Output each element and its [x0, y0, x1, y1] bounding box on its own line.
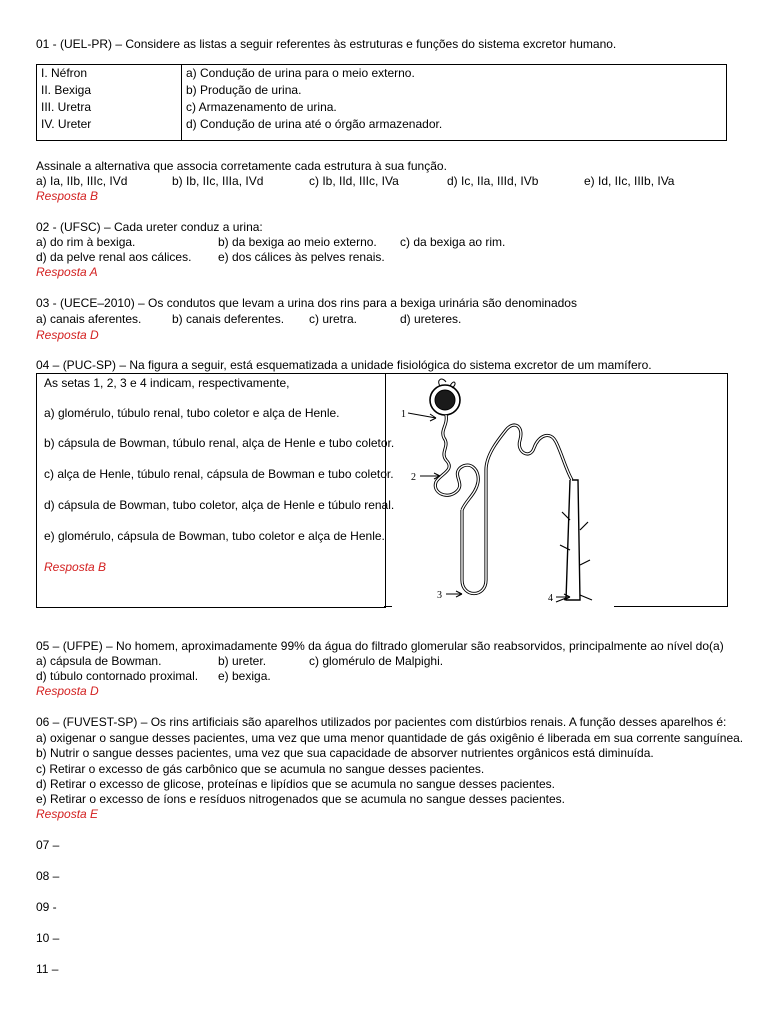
figure-frame-bottom	[384, 606, 392, 607]
q05-header: 05 – (UFPE) – No homem, aproximadamente 99% da água do filtrado glomerular são reabsorvidos, principalmente ao nível do(a)	[36, 639, 724, 653]
q01-option: d) Ic, IIa, IIId, IVb	[447, 174, 539, 188]
function-cell: a) Condução de urina para o meio externo.	[186, 66, 415, 80]
table-row	[37, 99, 727, 116]
table-row	[37, 65, 727, 83]
q04-option: e) glomérulo, cápsula de Bowman, tubo coletor e alça de Henle.	[44, 529, 385, 543]
glomerulus	[435, 390, 455, 410]
table-row	[37, 82, 727, 99]
q04-header: 04 – (PUC-SP) – Na figura a seguir, está esquematizada a unidade fisiológica do sistema excretor de um mamífero.	[36, 358, 652, 372]
q05-option: b) ureter.	[218, 654, 267, 668]
q02-option: b) da bexiga ao meio externo.	[218, 235, 377, 249]
q05-option: d) túbulo contornado proximal.	[36, 669, 199, 683]
q06-option: b) Nutrir o sangue desses pacientes, uma vez que sua capacidade de absorver nutrientes orgânicos está diminuída.	[36, 746, 654, 760]
q04-intro: As setas 1, 2, 3 e 4 indicam, respectivamente,	[44, 376, 290, 390]
structure-cell: II. Bexiga	[37, 82, 182, 99]
function-cell: d) Condução de urina até o órgão armazenador.	[186, 117, 443, 131]
q03-answer: Resposta D	[36, 328, 99, 342]
blank-question-number: 11 –	[36, 962, 59, 976]
arrow-label-2: 2	[411, 472, 416, 483]
function-cell: b) Produção de urina.	[186, 83, 302, 97]
q04-option: d) cápsula de Bowman, tubo coletor, alça de Henle e túbulo renal.	[44, 498, 395, 512]
q04-answer: Resposta B	[44, 560, 107, 574]
q02-option: e) dos cálices às pelves renais.	[218, 250, 385, 264]
q04-options-box	[36, 373, 395, 608]
q05-option: e) bexiga.	[218, 669, 271, 683]
q06-option: a) oxigenar o sangue desses pacientes, uma vez que uma menor quantidade de gás oxigênio é liberada em sua corrente sanguínea.	[36, 731, 744, 745]
q05-option: a) cápsula de Bowman.	[36, 654, 162, 668]
blank-question-number: 09 -	[36, 900, 57, 914]
q01-option: b) Ib, IIc, IIIa, IVd	[172, 174, 264, 188]
q06-option: c) Retirar o excesso de gás carbônico que se acumula no sangue desses pacientes.	[36, 762, 485, 776]
q06-header: 06 – (FUVEST-SP) – Os rins artificiais são aparelhos utilizados por pacientes com distúrbios renais. A função desses aparelhos é:	[36, 715, 727, 729]
q03-option: d) ureteres.	[400, 312, 462, 326]
loop-of-henle	[462, 425, 572, 593]
q04-option: a) glomérulo, túbulo renal, tubo coletor e alça de Henle.	[44, 406, 340, 420]
q01-answer: Resposta B	[36, 189, 99, 203]
blank-question-number: 07 –	[36, 838, 60, 852]
q03-option: b) canais deferentes.	[172, 312, 285, 326]
q02-answer: Resposta A	[36, 265, 98, 279]
q02-option: a) do rim à bexiga.	[36, 235, 136, 249]
q02-header: 02 - (UFSC) – Cada ureter conduz a urina:	[36, 220, 263, 234]
nephron-diagram	[392, 376, 614, 606]
q01-match-table	[36, 64, 727, 141]
blank-question-number: 10 –	[36, 931, 60, 945]
q02-option: c) da bexiga ao rim.	[400, 235, 506, 249]
q05-answer: Resposta D	[36, 684, 99, 698]
q06-option: d) Retirar o excesso de glicose, proteínas e lipídios que se acumula no sangue desses pacientes.	[36, 777, 555, 791]
function-cell: c) Armazenamento de urina.	[186, 100, 337, 114]
q01-option: a) Ia, IIb, IIIc, IVd	[36, 174, 128, 188]
structure-cell: I. Néfron	[37, 65, 182, 83]
structure-cell: IV. Ureter	[37, 116, 182, 141]
q02-option: d) da pelve renal aos cálices.	[36, 250, 192, 264]
arrow-label-3: 3	[437, 590, 442, 601]
q06-option: e) Retirar o excesso de íons e resíduos nitrogenados que se acumula no sangue desses pacientes.	[36, 792, 565, 806]
arrow-label-4: 4	[548, 593, 553, 604]
q03-option: a) canais aferentes.	[36, 312, 142, 326]
figure-frame-bottom	[614, 606, 728, 607]
q03-option: c) uretra.	[309, 312, 358, 326]
blank-question-number: 08 –	[36, 869, 60, 883]
arrow-label-1: 1	[401, 409, 406, 420]
q01-option: c) Ib, IId, IIIc, IVa	[309, 174, 399, 188]
q01-option: e) Id, IIc, IIIb, IVa	[584, 174, 675, 188]
q06-answer: Resposta E	[36, 807, 99, 821]
q04-option: b) cápsula de Bowman, túbulo renal, alça de Henle e tubo coletor.	[44, 436, 395, 450]
structure-cell: III. Uretra	[37, 99, 182, 116]
q01-header: 01 - (UEL-PR) – Considere as listas a seguir referentes às estruturas e funções do sistema excretor humano.	[36, 37, 617, 51]
table-row	[37, 116, 727, 141]
figure-frame-right	[727, 373, 728, 606]
figure-frame-top	[384, 373, 728, 374]
q01-prompt: Assinale a alternativa que associa corretamente cada estrutura à sua função.	[36, 159, 447, 173]
q03-header: 03 - (UECE–2010) – Os condutos que levam a urina dos rins para a bexiga urinária são denominados	[36, 296, 577, 310]
q04-option: c) alça de Henle, túbulo renal, cápsula de Bowman e tubo coletor.	[44, 467, 394, 481]
collecting-duct	[566, 480, 580, 600]
q05-option: c) glomérulo de Malpighi.	[309, 654, 444, 668]
